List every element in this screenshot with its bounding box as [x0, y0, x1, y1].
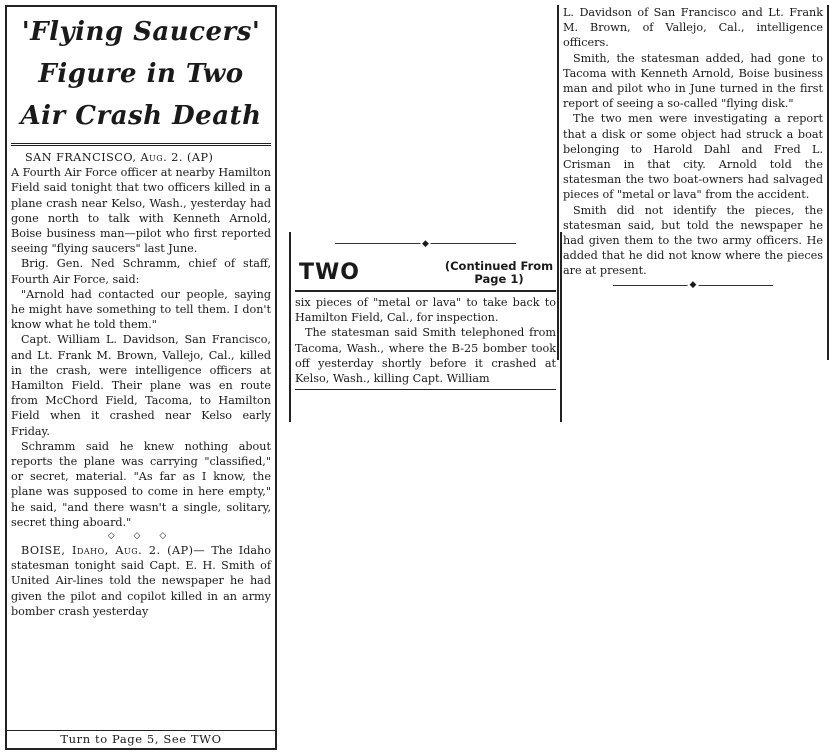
dateline-boise: [11, 543, 271, 619]
paragraph: Smith did not identify the pieces, the statesman said, but told the newspaper he had given them to the two army officers. He added that he did not know where the pieces are at present.: [563, 203, 823, 278]
diamond-ornament-icon: ◆: [422, 239, 429, 249]
paragraph: Capt. William L. Davidson, San Francisco, and Lt. Frank M. Brown, Vallejo, Cal., killed in the crash, were intelligence officers at Hamilton Field. Their plane was en route from McChord Field, Tacoma, to Hamilton Field when it crashed near Kelso early Friday.: [11, 333, 271, 438]
paragraph: Brig. Gen. Ned Schramm, chief of staff, Fourth Air Force, said:: [11, 257, 271, 286]
article-column-continued: [289, 232, 562, 422]
top-ornament-rule: [335, 238, 516, 250]
article-column-right: [557, 5, 829, 360]
dateline-text: SAN FRANCISCO, Aug. 2. (AP): [25, 151, 214, 164]
dateline: [11, 150, 271, 165]
continued-label: (Continued From Page 1): [444, 259, 554, 286]
paragraph: The statesman said Smith telephoned from Tacoma, Wash., where the B-25 bomber took off yesterday shortly before it crashed at Kelso, Wash., killing Capt. William: [295, 326, 556, 386]
paragraph: six pieces of "metal or lava" to take back to Hamilton Field, Cal., for inspection.: [295, 296, 556, 325]
diamond-ornament-icon: ◆: [689, 279, 697, 290]
jump-line: Turn to Page 5, See TWO: [7, 730, 275, 748]
article-column-main: [5, 5, 277, 750]
dateline-boise-text: BOISE, Idaho, Aug. 2. (AP)—: [21, 544, 206, 558]
paragraph: The two men were investigating a report that a disk or some object had struck a boat belonging to Harold Dahl and Fred L. Crisman in that city. Arnold told the statesman the two boat-owners had salvaged pieces of "metal or lava" from the accident.: [563, 112, 823, 202]
jump-head: [295, 254, 556, 292]
end-ornament-rule: [613, 281, 773, 291]
section-ornament: ◇ ◇ ◇: [107, 531, 175, 542]
story-body-main: [11, 150, 271, 619]
paragraph: A Fourth Air Force officer at nearby Hamilton Field said tonight that two officers killed in a plane crash near Kelso, Wash., yesterday had gone north to talk with Kenneth Arnold, Boise business man—pilot who first reported seeing "flying saucers" last June.: [11, 166, 271, 256]
story-body-right: [563, 5, 823, 279]
paragraph-boise: The Idaho statesman tonight said Capt. E. H. Smith of United Air-lines told the newspaper he had given the pilot and copilot killed in an army bomber crash yesterday: [11, 544, 271, 618]
paragraph: L. Davidson of San Francisco and Lt. Frank M. Brown, of Vallejo, Cal., intelligence officers.: [563, 6, 823, 50]
paragraph: Smith, the statesman added, had gone to Tacoma with Kenneth Arnold, Boise business man and pilot who in June turned in the first report of seeing a so-called "flying disk.": [563, 51, 823, 111]
jump-head-title: TWO: [299, 260, 360, 285]
headline: 'Flying Saucers' Figure in Two Air Crash Death: [11, 7, 271, 146]
story-body-continued: [295, 295, 556, 386]
bottom-rule: [295, 388, 556, 390]
paragraph: "Arnold had contacted our people, saying he might have something to tell them. I don't know what he told them.": [11, 287, 271, 332]
paragraph: Schramm said he knew nothing about reports the plane was carrying "classified," or secret, material. "As far as I know, the plane was supposed to come in here empty," he said, "and there wasn't a single, solitary, secret thing aboard.": [11, 439, 271, 529]
